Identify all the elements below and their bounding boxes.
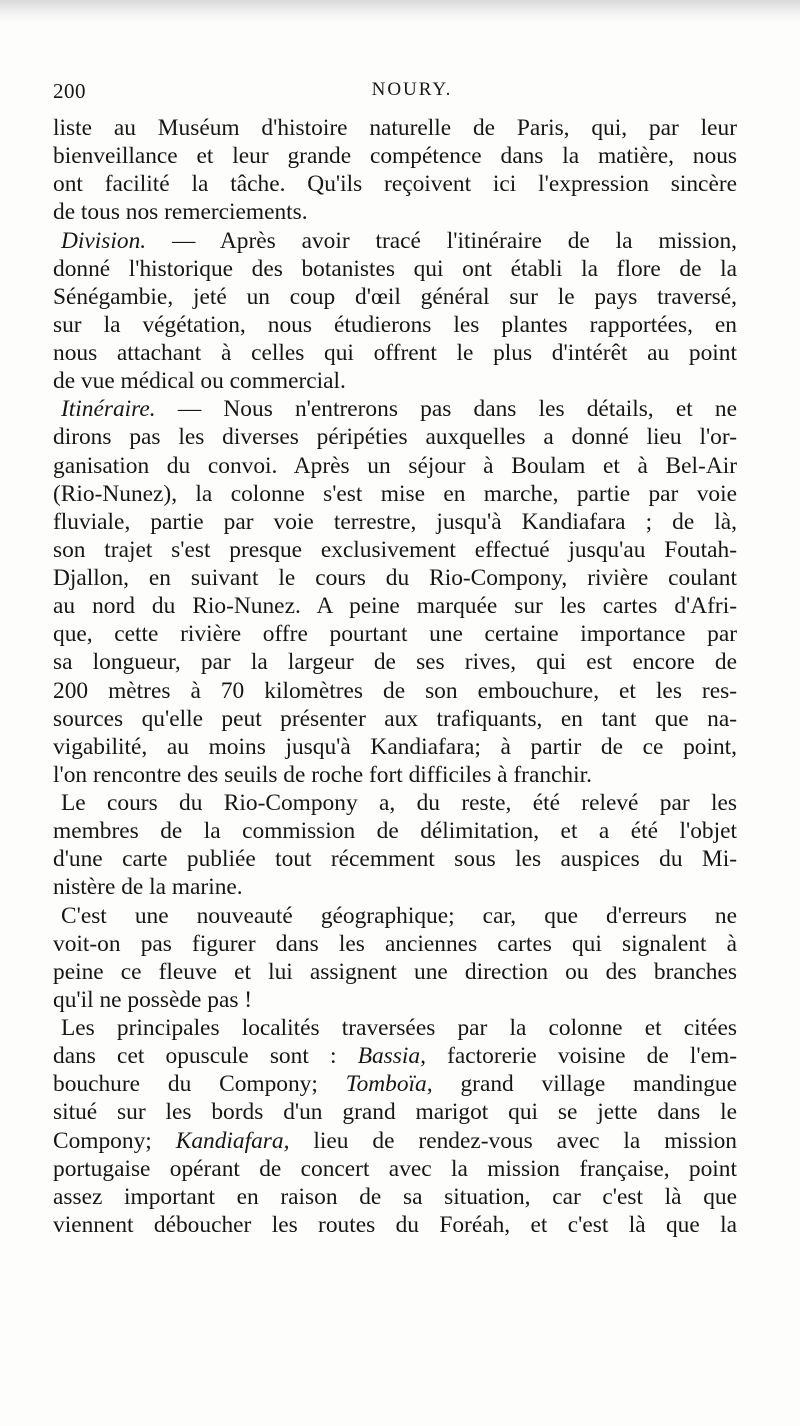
text-line: (Rio-Nunez), la colonne s'est mise en marche, partie par voie [53, 480, 737, 507]
scan-edge-shadow [0, 0, 800, 22]
text-line: fluviale, partie par voie terrestre, jusqu'à Kandiafara ; de là, [53, 508, 737, 535]
body-text [53, 114, 737, 1239]
text-line: nistère de la marine. [53, 874, 243, 901]
text-line: sources qu'elle peut présenter aux trafiquants, en tant que na- [53, 705, 737, 732]
text-line: ont facilité la tâche. Qu'ils reçoivent ici l'expression sincère [53, 171, 737, 198]
text-line: viennent déboucher les routes du Foréah, et c'est là que la [53, 1211, 737, 1238]
text-line: Djallon, en suivant le cours du Rio-Compony, rivière coulant [53, 565, 737, 591]
text-line: au nord du Rio-Nunez. A peine marquée sur les cartes d'Afri- [53, 593, 737, 620]
text-line: peine ce fleuve et lui assignent une direction ou des branches [53, 958, 737, 985]
text-line: C'est une nouveauté géographique; car, que d'erreurs ne [61, 902, 737, 929]
text-line: donné l'historique des botanistes qui ont établi la flore de la [53, 255, 737, 282]
text-line: d'une carte publiée tout récemment sous les auspices du Mi- [53, 846, 737, 873]
text-line: de tous nos remerciements. [53, 199, 308, 226]
text-line: dans cet opuscule sont : Bassia, factorerie voisine de l'em- [53, 1043, 737, 1070]
text-line: dirons pas les diverses péripéties auxquelles a donné lieu l'or- [53, 424, 737, 451]
text-line: l'on rencontre des seuils de roche fort difficiles à franchir. [53, 761, 592, 788]
text-line: Le cours du Rio-Compony a, du reste, été relevé par les [61, 790, 737, 816]
running-head: NOURY. [371, 79, 453, 100]
text-line: nous attachant à celles qui offrent le plus d'intérêt au point [53, 340, 737, 366]
text-line: Division. — Après avoir tracé l'itinéraire de la mission, [61, 227, 737, 254]
page-number: 200 [53, 79, 86, 103]
text-line: vigabilité, au moins jusqu'à Kandiafara; à partir de ce point, [53, 733, 737, 760]
text-line: liste au Muséum d'histoire naturelle de Paris, qui, par leur [53, 115, 737, 141]
text-line: Sénégambie, jeté un coup d'œil général sur le pays traversé, [53, 283, 737, 310]
page-header [53, 79, 741, 103]
section-heading-division: Division. [61, 227, 147, 254]
text-line: bouchure du Compony; Tomboïa, grand village mandingue [53, 1071, 737, 1098]
text-line: Compony; Kandiafara, lieu de rendez-vous avec la mission [53, 1127, 737, 1154]
text-line: sur la végétation, nous étudierons les plantes rapportées, en [53, 311, 737, 338]
section-heading-itineraire: Itinéraire. [61, 396, 156, 423]
text-line: ganisation du convoi. Après un séjour à Boulam et à Bel-Air [53, 452, 737, 479]
text-line: 200 mètres à 70 kilomètres de son embouchure, et les res- [53, 677, 737, 704]
text-line: sa longueur, par la largeur de ses rives, qui est encore de [53, 649, 737, 676]
place-bassia: Bassia, [357, 1043, 426, 1070]
text-line: bienveillance et leur grande compétence dans la matière, nous [53, 143, 737, 170]
place-tomboia: Tomboïa, [345, 1071, 433, 1098]
text-line: membres de la commission de délimitation, et a été l'objet [53, 818, 737, 845]
place-kandiafara: Kandiafara, [175, 1127, 290, 1154]
text-line: Les principales localités traversées par la colonne et citées [61, 1015, 737, 1041]
text-line: de vue médical ou commercial. [53, 368, 346, 395]
text-line: que, cette rivière offre pourtant une certaine importance par [53, 621, 737, 648]
text-line: assez important en raison de sa situation, car c'est là que [53, 1183, 737, 1210]
text-line: Itinéraire. — Nous n'entrerons pas dans les détails, et ne [61, 396, 737, 423]
text-line: situé sur les bords d'un grand marigot qui se jette dans le [53, 1099, 737, 1126]
text-line: voit-on pas figurer dans les anciennes cartes qui signalent à [53, 930, 737, 957]
text-line: portugaise opérant de concert avec la mission française, point [53, 1155, 737, 1182]
text-line: son trajet s'est presque exclusivement effectué jusqu'au Foutah- [53, 536, 737, 563]
text-line: qu'il ne possède pas ! [53, 986, 253, 1013]
